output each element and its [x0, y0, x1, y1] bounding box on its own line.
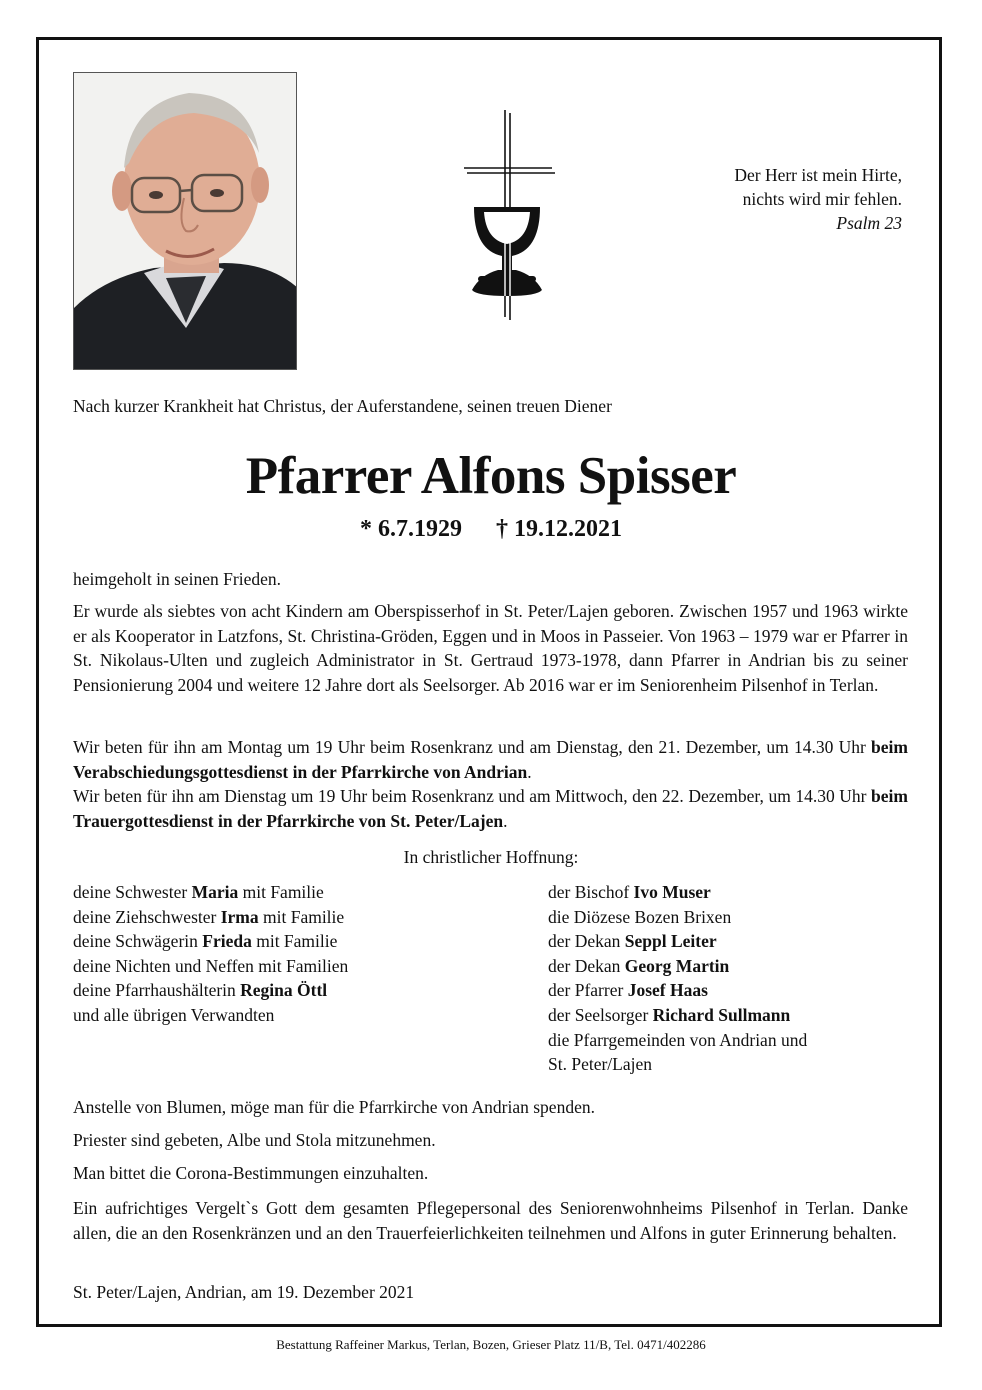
mourner-relation: deine Schwägerin: [73, 931, 203, 952]
mourner-name: Richard Sullmann: [652, 1004, 791, 1025]
mourner-name: Ivo Muser: [633, 882, 711, 902]
mourner-entry: [73, 1003, 493, 1028]
portrait-photo: [73, 72, 297, 370]
mourner-relation: der Dekan: [548, 955, 625, 976]
mourner-relation: St. Peter/Lajen: [548, 1054, 653, 1075]
mourner-entry: [73, 929, 493, 954]
mourner-relation: der Pfarrer: [548, 980, 628, 1001]
cross-chalice-icon: [462, 110, 557, 320]
mourner-name: Irma: [220, 906, 259, 927]
mourner-relation: der Dekan: [548, 931, 625, 952]
mourner-entry: [73, 978, 493, 1003]
mourner-relation: die Pfarrgemeinden von Andrian und: [548, 1029, 808, 1050]
mourners-left-list: [73, 880, 493, 1028]
service-1-text: Wir beten für ihn am Montag um 19 Uhr beim Rosenkranz und am Dienstag, den 21. Dezember, um 14.30 Uhr: [73, 737, 872, 757]
mourner-entry: [548, 929, 908, 954]
mourner-entry: [548, 978, 908, 1003]
mourner-entry: [548, 1028, 908, 1053]
place-date: St. Peter/Lajen, Andrian, am 19. Dezember 2021: [73, 1282, 415, 1302]
mourner-entry: [548, 905, 908, 930]
mourner-relation: die Diözese Bozen Brixen: [548, 906, 732, 927]
mourner-relation: der Bischof: [548, 882, 634, 902]
mourner-name: Seppl Leiter: [624, 931, 717, 952]
quote-line-1: Der Herr ist mein Hirte,: [734, 165, 902, 185]
birth-date: * 6.7.1929: [360, 516, 462, 542]
mourners-right-list: [548, 880, 908, 1077]
funeral-home-footer: Bestattung Raffeiner Markus, Terlan, Bozen, Grieser Platz 11/B, Tel. 0471/402286: [276, 1337, 706, 1352]
service-paragraph-2: [73, 784, 908, 833]
service-2-end: .: [503, 810, 508, 831]
mourner-relation: deine Schwester: [73, 882, 192, 902]
mourner-entry: [548, 880, 908, 905]
intro-text: Nach kurzer Krankheit hat Christus, der Auferstandene, seinen treuen Diener: [73, 396, 612, 416]
mourner-entry: [73, 954, 493, 979]
mourner-name: Frieda: [202, 931, 252, 952]
corona-text: Man bittet die Corona-Bestimmungen einzuhalten.: [73, 1163, 429, 1183]
mourner-entry: [73, 880, 493, 905]
life-dates: [0, 516, 982, 543]
biography-text: Er wurde als siebtes von acht Kindern am Oberspisserhof in St. Peter/Lajen geboren. Zwischen 1957 und 1963 wirkte er als Kooperator in Latzfons, St. Christina-Gröden, Eggen und in Moos in Passeier. Von 1963 – 1979 war er Pfarrer in St. Nikolaus-Ulten und zugleich Administrator in St. Gertraud 1973-1978, dann Pfarrer in Andrian bis zu seiner Pensionierung 2004 und weitere 12 Jahre dort als Seelsorger. Ab 2016 war er im Seniorenheim Pilsenhof in Terlan.: [73, 601, 908, 695]
mourner-entry: [548, 954, 908, 979]
heimgeholt-text: heimgeholt in seinen Frieden.: [73, 569, 282, 589]
psalm-quote: [734, 163, 902, 235]
flowers-text: Anstelle von Blumen, möge man für die Pfarrkirche von Andrian spenden.: [73, 1097, 595, 1117]
service-2-text: Wir beten für ihn am Dienstag um 19 Uhr beim Rosenkranz und am Mittwoch, den 22. Dezember, um 14.30 Uhr: [73, 786, 872, 806]
mourner-entry: [73, 905, 493, 930]
thanks-text: Ein aufrichtiges Vergelt`s Gott dem gesamten Pflegepersonal des Seniorenwohnheims Pilsenhof in Terlan. Danke allen, die an den Rosenkränzen und an den Trauerfeierlichkeiten teilnehmen und Alfons in guter Erinnerung behalten.: [73, 1198, 908, 1243]
mourner-name: Regina Öttl: [240, 980, 328, 1001]
service-2-bold: beim Trauergottesdienst in der Pfarrkirche von St. Peter/Lajen: [73, 786, 908, 831]
mourner-relation: und alle übrigen Verwandten: [73, 1004, 275, 1025]
mourner-relation: deine Nichten und Neffen mit Familien: [73, 955, 349, 976]
mourner-suffix: mit Familie: [238, 882, 324, 902]
deceased-name: Pfarrer Alfons Spisser: [245, 447, 737, 505]
mourner-suffix: mit Familie: [251, 931, 338, 952]
mourner-relation: deine Pfarrhaushälterin: [73, 980, 241, 1001]
hope-line: In christlicher Hoffnung:: [403, 847, 579, 867]
mourner-suffix: mit Familie: [258, 906, 345, 927]
mourner-relation: der Seelsorger: [548, 1004, 653, 1025]
mourner-entry: [548, 1052, 908, 1077]
mourner-name: Georg Martin: [624, 955, 730, 976]
mourner-entry: [548, 1003, 908, 1028]
mourner-relation: deine Ziehschwester: [73, 906, 221, 927]
service-paragraph-1: [73, 735, 908, 784]
quote-line-2: nichts wird mir fehlen.: [742, 189, 902, 209]
quote-reference: Psalm 23: [836, 213, 902, 233]
service-1-bold: beim Verabschiedungsgottesdienst in der Pfarrkirche von Andrian: [73, 737, 908, 782]
service-1-end: .: [527, 761, 532, 782]
mourner-name: Maria: [191, 882, 239, 902]
mourner-name: Josef Haas: [627, 980, 708, 1001]
death-date: † 19.12.2021: [496, 516, 622, 542]
priests-text: Priester sind gebeten, Albe und Stola mitzunehmen.: [73, 1130, 436, 1150]
